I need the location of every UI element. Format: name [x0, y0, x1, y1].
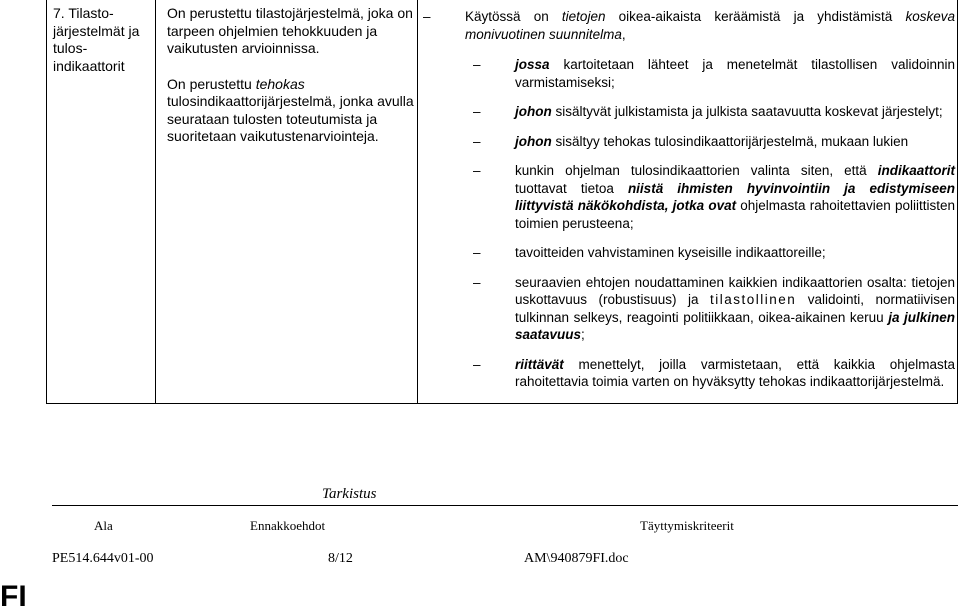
criteria-item-4: – kunkin ohjelman tulosindikaattorien valinta siten, että indikaattorit tuottavat tietoa niistä ihmisten hyvinvointiin ja edistymiseen liittyvistä näkökohdista, jotka ovat ohjelmasta rahoitettavien poliittisten toimien perusteena; — [473, 163, 956, 231]
dash-marker: – — [473, 163, 481, 178]
page-number: 8/12 — [328, 551, 353, 566]
criteria-item-6: – seuraavien ehtojen noudattaminen kaikkien indikaattorien osalta: tietojen uskottavuus (robustisuus) ja tilastollinen validointi, normatiivisen tulkinnan selkeys, reagointi politiikkaan, oikea-aikainen keruu ja julkinen saatavuus; — [473, 274, 955, 342]
condition-table — [46, 0, 958, 404]
amendment-label: Tarkistus — [322, 486, 377, 502]
file-name: AM\940879FI.doc — [524, 551, 629, 566]
emphasis: tehokas — [255, 75, 305, 92]
criteria-item-3: – johon sisältyy tehokas tulosindikaattorijärjestelmä, mukaan lukien — [473, 133, 909, 149]
dash-marker: – — [473, 356, 481, 372]
document-code: PE514.644v01-00 — [52, 551, 154, 566]
condition-heading: 7. Tilastojärjestelmät ja tulosindikaattorit — [53, 5, 140, 74]
signature-divider — [52, 505, 958, 506]
column-label-area: Ala — [94, 518, 113, 533]
dash-marker: – — [473, 104, 481, 119]
description-paragraph-2: On perustettu tehokas tulosindikaattorijärjestelmä, jonka avulla seurataan tulosten toteutumista ja suoritetaan vaikutustenarviointeja. — [167, 75, 414, 144]
criteria-item-2: – johon sisältyvät julkistamista ja julkista saatavuutta koskevat järjestelyt; — [473, 104, 943, 119]
criteria-item-1: – jossa kartoitetaan lähteet ja menetelmät tilastollisen validoinnin varmistamiseksi; — [473, 57, 955, 90]
dash-marker: – — [423, 9, 431, 24]
language-code: FI — [0, 580, 27, 613]
fulfilment-criteria — [415, 8, 955, 403]
column-divider — [155, 0, 156, 403]
criteria-item-5: – tavoitteiden vahvistaminen kyseisille indikaattoreille; — [473, 245, 826, 260]
dash-marker: – — [473, 57, 481, 72]
column-label-criteria: Täyttymiskriteerit — [640, 518, 734, 533]
description-paragraph-1: On perustettu tilastojärjestelmä, joka on tarpeen ohjelmien tehokkuuden ja vaikutusten arvioinnissa. — [167, 5, 413, 56]
column-label-preconditions: Ennakkoehdot — [250, 518, 326, 533]
criteria-intro: – Käytössä on tietojen oikea-aikaista keräämistä ja yhdistämistä koskeva monivuotinen suunnitelma, — [423, 9, 956, 42]
dash-marker: – — [473, 133, 481, 149]
dash-marker: – — [473, 245, 481, 260]
criteria-item-7: – riittävät menettelyt, joilla varmistetaan, että kaikkia ohjelmasta rahoitettavia toimia varten on hyväksytty tehokas indikaattorijärjestelmä. — [473, 356, 955, 389]
dash-marker: – — [473, 274, 481, 290]
condition-description — [167, 5, 415, 164]
